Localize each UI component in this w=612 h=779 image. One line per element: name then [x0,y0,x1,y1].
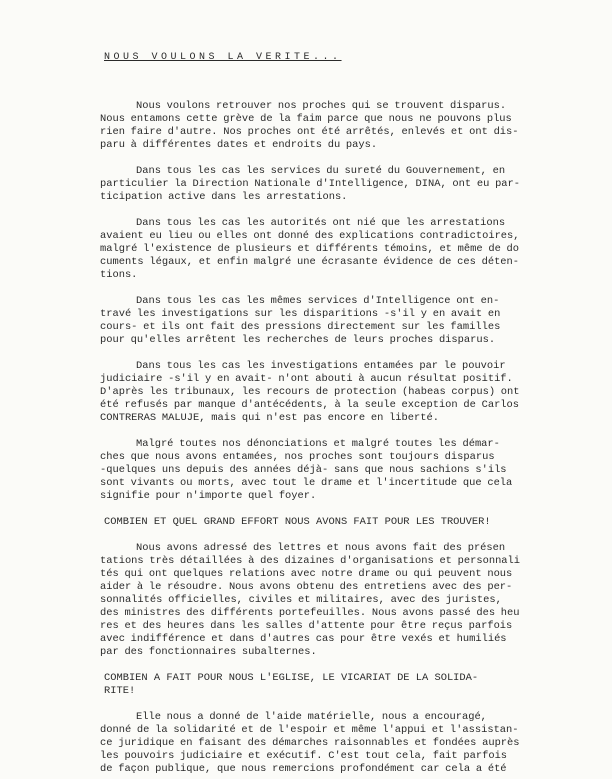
paragraph-line: sont vivants ou morts, avec tout le drame et l'incertitude que cela [100,477,513,489]
paragraph [100,438,572,503]
paragraph [100,360,572,425]
paragraph-line: cours- et ils ont fait des pressions directement sur les familles [100,321,501,333]
paragraph [100,295,572,347]
paragraph-line: Nous avons adressé des lettres et nous avons fait des présen [136,542,506,554]
paragraph-line: pour qu'elles arrêtent les recherches de leurs proches disparus. [100,334,496,346]
paragraphs [100,100,572,503]
paragraph-line: -quelques uns depuis des années déjà- sans que nous sachions s'ils [100,464,507,476]
paragraph-line: ce juridique en faisant des démarches raisonnables et fondées auprès [100,737,520,749]
paragraph-line: de façon publique, que nous remercions profondément car cela a été [100,763,507,775]
paragraph [100,217,572,282]
paragraph-line: avaient eu lieu ou elles ont donné des explications contradictoires, [100,230,520,242]
paragraph-line: res et des heures dans les salles d'attente pour être reçus parfois [100,620,513,632]
paragraph-church [100,711,572,776]
paragraph-line: Dans tous les cas les autorités ont nié que les arrestations [136,217,506,229]
paragraph-line: malgré l'existence de plusieurs et différents témoins, et même de do [100,243,520,255]
paragraph-line: tés qui ont quelques relations avec notre drame ou qui peuvent nous [100,568,513,580]
paragraph-line: les pouvoirs judiciaire et exécutif. C'est tout cela, fait parfois [100,750,508,762]
paragraph-line: des ministres des différents portefeuilles. Nous avons passé des heu [100,607,520,619]
paragraph-line: avec indifférence et dans d'autres cas pour être vexés et humiliés [100,633,507,645]
paragraph-line: tations très détaillées à des dizaines d'organisations et personnali [100,555,521,567]
paragraph-line: Nous voulons retrouver nos proches qui se trouvent disparus. [136,100,507,112]
paragraph-line: par des fonctionnaires subalternes. [100,646,317,658]
paragraph-line: Dans tous les cas les investigations entamées par le pouvoir [136,360,506,372]
paragraph-efforts [100,542,572,659]
paragraph-line: Elle nous a donné de l'aide matérielle, nous a encouragé, [136,711,487,723]
heading-line: RITE! [104,685,136,697]
paragraph-line: Dans tous les cas les mêmes services d'Intelligence ont en- [136,295,500,307]
paragraph-line: sonnalités officielles, civiles et militaires, avec des juristes, [100,594,502,606]
paragraph-line: ticipation active dans les arrestations. [100,191,348,203]
heading-line: COMBIEN A FAIT POUR NOUS L'EGLISE, LE VICARIAT DE LA SOLIDA- [104,672,479,684]
heading-line: COMBIEN ET QUEL GRAND EFFORT NOUS AVONS FAIT POUR LES TROUVER! [104,516,491,528]
paragraph-line: Dans tous les cas les services du sureté du Gouvernement, en [136,165,506,177]
paragraph-line: Nous entamons cette grève de la faim parce que nous ne pouvons plus [100,113,512,125]
paragraph-line: Malgré toutes nos dénonciations et malgré toutes les démar- [136,438,500,450]
document-title: NOUS VOULONS LA VERITE... [104,52,342,63]
paragraph-line: judiciaire -s'il y en avait- n'ont abouti à aucun résultat positif. [100,373,513,385]
section-heading-effort [100,516,572,529]
paragraph-line: signifie pour n'importe quel foyer. [100,490,317,502]
paragraph-line: tions. [100,269,138,281]
paragraph-line: donné de la solidarité et de l'espoir et même l'appui et l'assistan- [100,724,519,736]
paragraph-line: particulier la Direction Nationale d'Intelligence, DINA, ont eu par- [100,178,521,190]
paragraph-line: paru à différentes dates et endroits du pays. [100,139,378,151]
section-heading-church [100,672,572,698]
paragraph-line: ches que nous avons entamées, nos proches sont toujours disparus [100,451,495,463]
paragraph-line: rien faire d'autre. Nos proches ont été arrêtés, enlevés et ont dis- [100,126,519,138]
paragraph-line: été refusés par manque d'antécédents, à la seule exception de Carlos [100,399,520,411]
paragraph-line: CONTRERAS MALUJE, mais qui n'est pas encore en liberté. [100,412,439,424]
paragraph [100,165,572,204]
paragraph [100,100,572,152]
paragraph-line: D'après les tribunaux, les recours de protection (habeas corpus) ont [100,386,520,398]
paragraph-line: travé les investigations sur les disparitions -s'il y en avait en [100,308,501,320]
paragraph-line: aider à le résoudre. Nous avons obtenu des entretiens avec des per- [100,581,513,593]
paragraph-line: cuments légaux, et enfin malgré une écrasante évidence de ces déten- [100,256,520,268]
